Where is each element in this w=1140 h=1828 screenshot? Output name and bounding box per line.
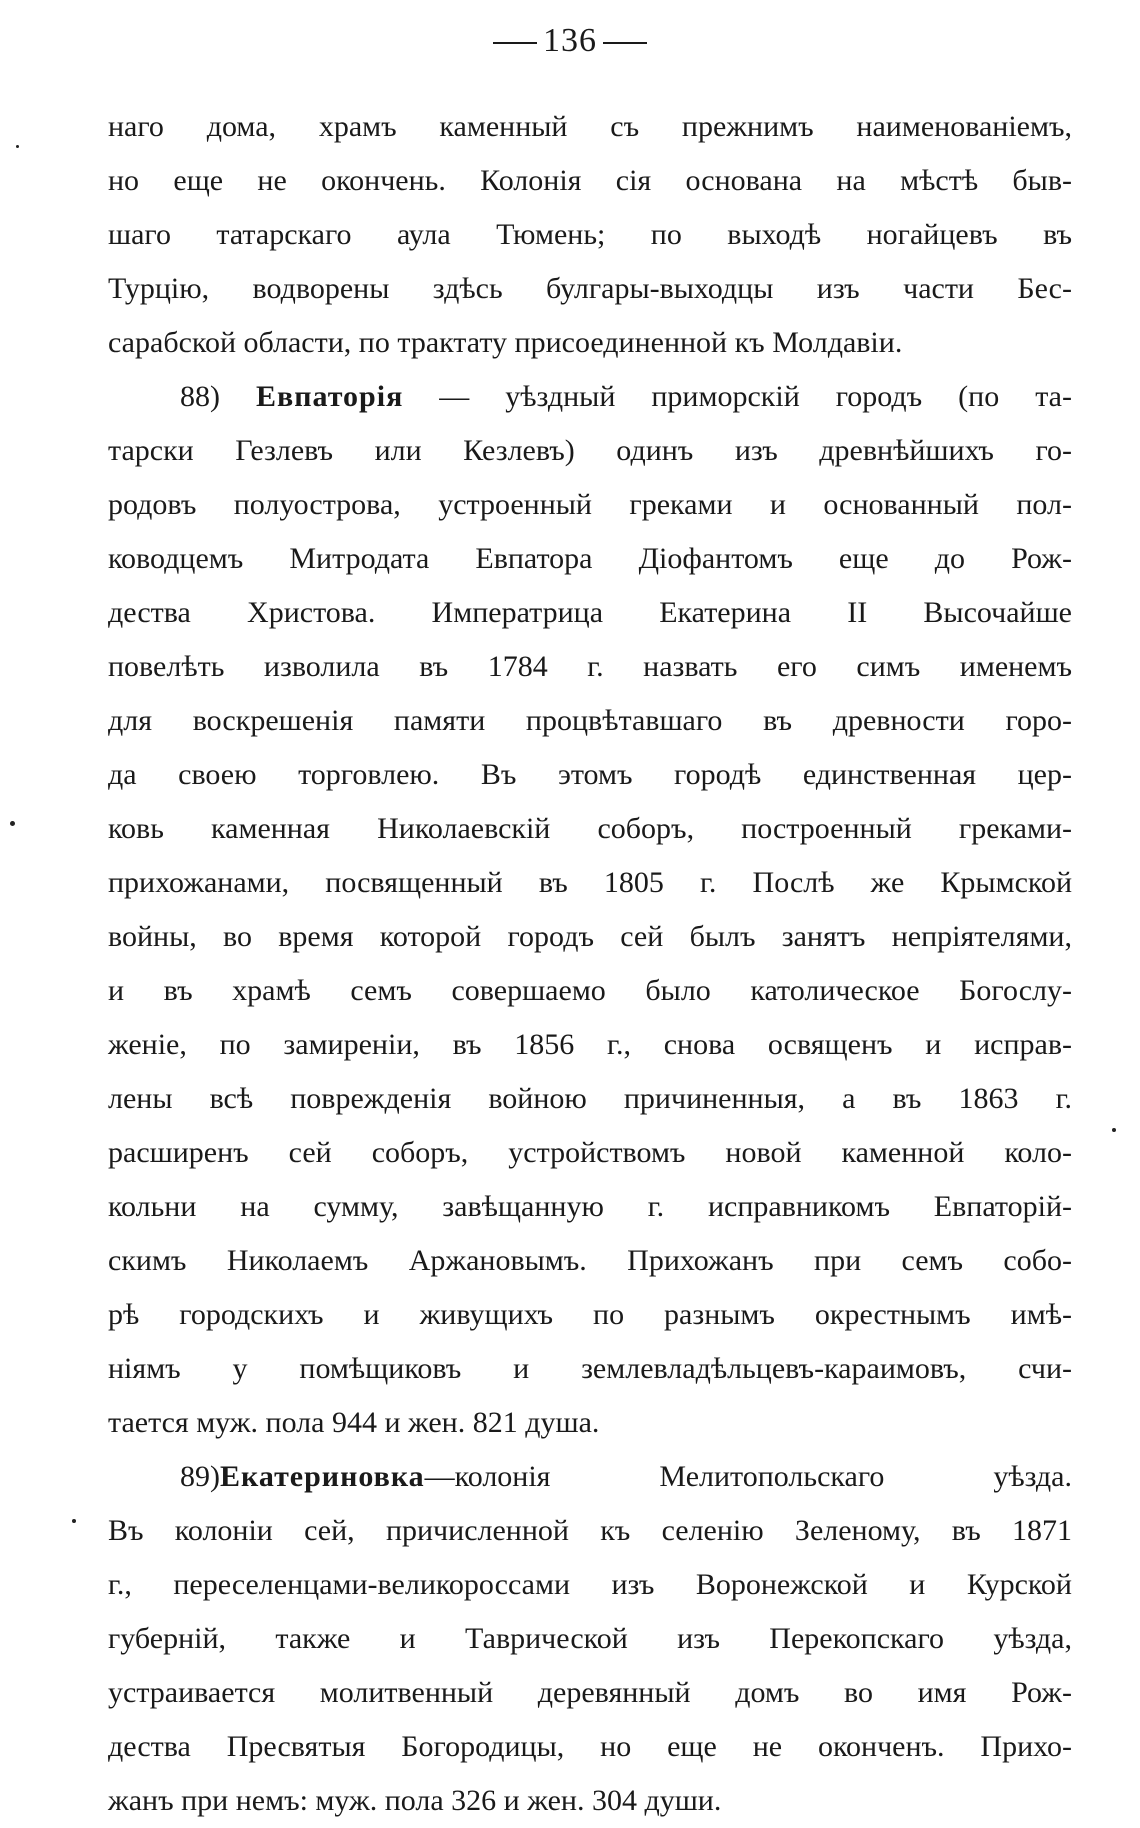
page-number-dash-left bbox=[493, 42, 537, 44]
text-line: прихожанами, посвященный въ 1805 г. Послѣ же Крымской bbox=[108, 866, 1072, 899]
text-line: жанъ при немъ: муж. пола 326 и жен. 304 души. bbox=[108, 1784, 722, 1817]
text-line: да своею торговлею. Въ этомъ городѣ единственная цер- bbox=[108, 758, 1072, 791]
text-line: устраивается молитвенный деревянный домъ во имя Рож- bbox=[108, 1676, 1072, 1709]
text-line: Въ колоніи сей, причисленной къ селенію Зеленому, въ 1871 bbox=[108, 1514, 1072, 1547]
entry-title-evpatoria: Евпаторія bbox=[255, 380, 404, 413]
text-line: ковь каменная Николаевскій соборъ, построенный греками- bbox=[108, 812, 1072, 845]
entry-text: — уѣздный приморскій городъ (по та- bbox=[439, 380, 1072, 413]
text-line: тается муж. пола 944 и жен. 821 душа. bbox=[108, 1406, 600, 1439]
text-line: ніямъ у помѣщиковъ и землевладѣльцевъ-караимовъ, счи- bbox=[108, 1352, 1072, 1385]
body-text bbox=[108, 100, 1072, 1828]
entry-number: 89) bbox=[180, 1460, 220, 1493]
text-line: расширенъ сей соборъ, устройствомъ новой каменной коло- bbox=[108, 1136, 1072, 1169]
page-number-value: 136 bbox=[543, 22, 597, 59]
entry-text: —колонія Мелитопольскаго уѣзда. bbox=[424, 1460, 1072, 1493]
scan-speck bbox=[72, 1519, 76, 1523]
entry-89-heading-line bbox=[108, 1450, 1072, 1504]
text-line: кольни на сумму, завѣщанную г. исправникомъ Евпаторій- bbox=[108, 1190, 1072, 1223]
text-line: рѣ городскихъ и живущихъ по разнымъ окрестнымъ имѣ- bbox=[108, 1298, 1072, 1331]
text-line: для воскрешенія памяти процвѣтавшаго въ древности горо- bbox=[108, 704, 1072, 737]
text-line: и въ храмѣ семъ совершаемо было католическое Богослу- bbox=[108, 974, 1072, 1007]
text-line: сарабской области, по трактату присоединенной къ Молдавіи. bbox=[108, 326, 903, 359]
scan-speck bbox=[1112, 1128, 1116, 1132]
text-line: дества Христова. Императрица Екатерина II Высочайше bbox=[108, 596, 1072, 629]
text-line: скимъ Николаемъ Аржановымъ. Прихожанъ при семъ собо- bbox=[108, 1244, 1072, 1277]
text-line: ководцемъ Митродата Евпатора Діофантомъ еще до Рож- bbox=[108, 542, 1072, 575]
scan-speck bbox=[16, 145, 19, 148]
page-number-dash-right bbox=[603, 42, 647, 44]
text-line: женіе, по замиреніи, въ 1856 г., снова освященъ и исправ- bbox=[108, 1028, 1072, 1061]
text-line: Турцію, водворены здѣсь булгары-выходцы изъ части Бес- bbox=[108, 272, 1072, 305]
text-line: губерній, также и Таврической изъ Перекопскаго уѣзда, bbox=[108, 1622, 1072, 1655]
text-line: дества Пресвятыя Богородицы, но еще не оконченъ. Прихо- bbox=[108, 1730, 1072, 1763]
text-line: шаго татарскаго аула Тюмень; по выходѣ ногайцевъ въ bbox=[108, 218, 1072, 251]
text-line: наго дома, храмъ каменный съ прежнимъ наименованіемъ, bbox=[108, 110, 1072, 143]
text-line: лены всѣ поврежденія войною причиненныя, а въ 1863 г. bbox=[108, 1082, 1072, 1115]
entry-number: 88) bbox=[180, 380, 220, 413]
page-number bbox=[0, 22, 1140, 60]
entry-88-heading-line bbox=[108, 370, 1072, 424]
text-line: повелѣть изволила въ 1784 г. назвать его симъ именемъ bbox=[108, 650, 1072, 683]
scan-speck bbox=[10, 821, 15, 826]
entry-title-ekaterinovka: Екатериновка bbox=[220, 1460, 425, 1493]
text-line: г., переселенцами-великороссами изъ Воронежской и Курской bbox=[108, 1568, 1072, 1601]
text-line: но еще не окончень. Колонія сія основана на мѣстѣ быв- bbox=[108, 164, 1072, 197]
text-line: войны, во время которой городъ сей былъ занятъ непріятелями, bbox=[108, 920, 1072, 953]
text-line: родовъ полуострова, устроенный греками и основанный пол- bbox=[108, 488, 1072, 521]
text-line: тарски Гезлевъ или Кезлевъ) одинъ изъ древнѣйшихъ го- bbox=[108, 434, 1072, 467]
